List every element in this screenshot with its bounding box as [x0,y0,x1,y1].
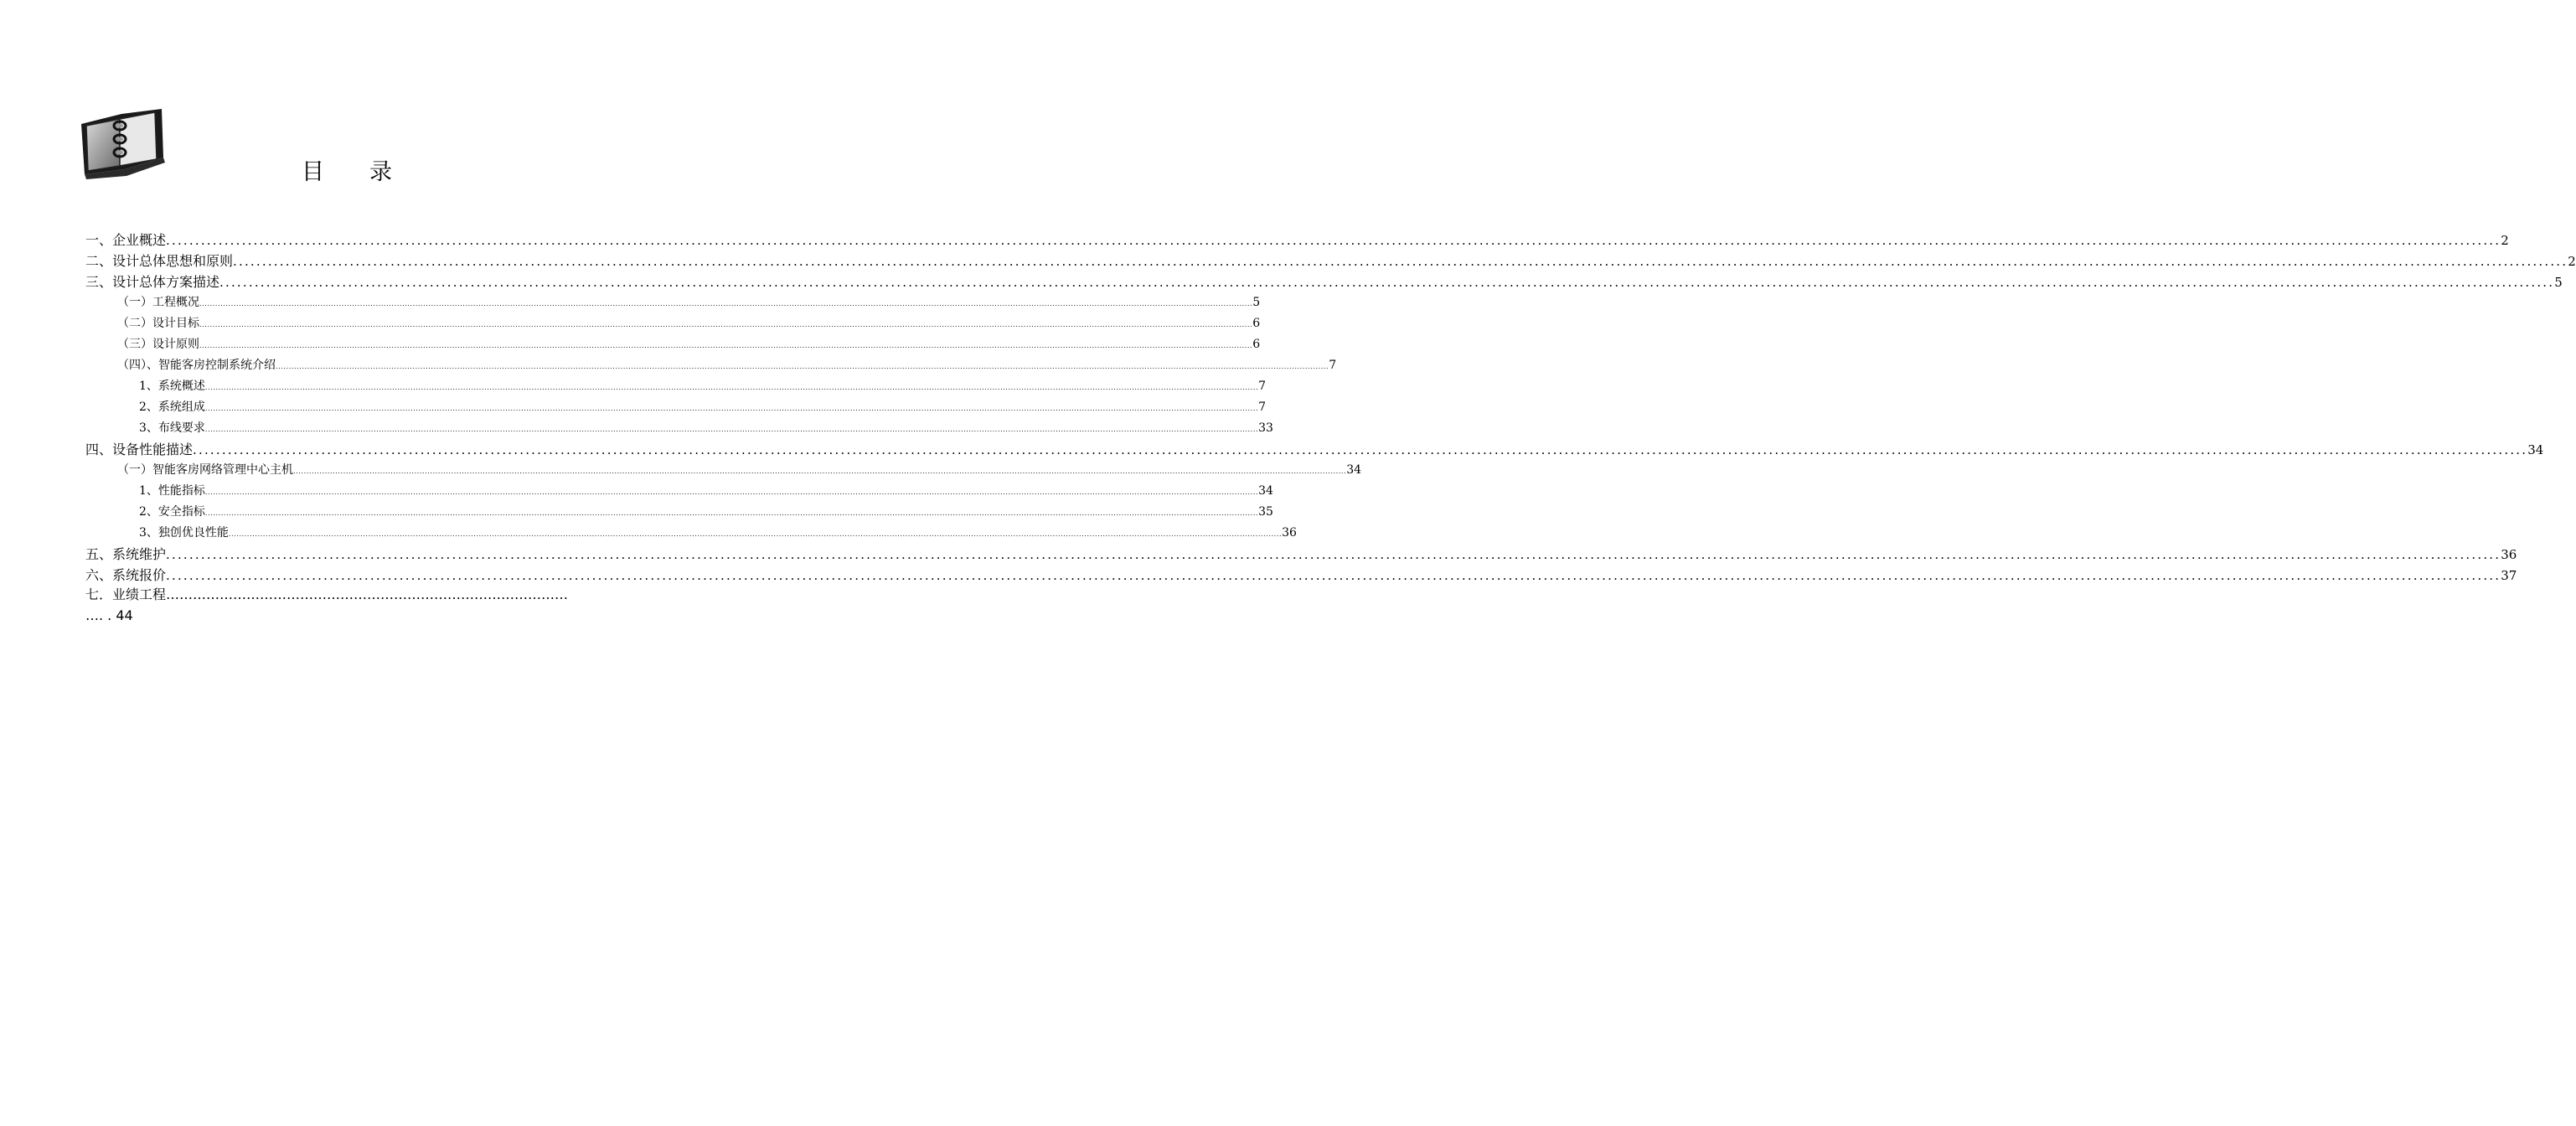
toc-entry-label: （三）设计原则 [117,338,199,351]
toc-entry-label: 1、系统概述 [139,380,205,393]
toc-entry-label: 1、性能指标 [139,484,205,498]
toc-entry[interactable] [85,230,2509,251]
toc-entry[interactable] [85,355,1337,376]
toc-leader: ................................................................................................................................................................................................................................................................................................................................................................................................................ [166,568,2501,583]
toc-entry-page: 7 [1258,400,1267,414]
toc-entry-label: （二）设计目标 [117,317,199,330]
toc-entry-page: 36 [1282,526,1297,540]
toc-entry-page: …. . 44 [85,607,133,623]
toc-leader: ................................................................................................................................................................................................................................................................................................................................................................................................................ [199,342,1253,349]
toc-entry[interactable] [85,418,1273,439]
toc-entry-page: 33 [1258,421,1273,435]
toc-leader: ................................................................................................................................................................................................................................................................................................................................................................................................................ [204,384,1259,391]
notebook-icon [78,106,167,179]
toc-entry-page: 34 [1258,484,1273,498]
toc-entry-page: 5 [2554,275,2563,290]
toc-entry-continuation [85,607,722,628]
toc-leader: ................................................................................................................................................................................................................................................................................................................................................................................................................ [166,547,2501,562]
toc-entry[interactable] [85,292,1261,313]
page-title: 目 录 [302,159,392,185]
toc-entry[interactable] [85,439,2544,460]
toc-entry-last[interactable] [85,586,722,607]
toc-leader: ................................................................................................................................................................................................................................................................................................................................................................................................................ [199,300,1253,307]
toc-entry-page: 7 [1329,359,1337,372]
toc-entry-label: （一）工程概况 [117,296,199,309]
toc-leader: ................................................................................................................................................................................................................................................................................................................................................................................................................ [204,509,1259,517]
toc-entry-page: 36 [2501,547,2517,562]
toc-leader: ................................................................................................................................................................................................................................................................................................................................................................................................................ [204,426,1259,433]
toc-leader: ................................................................................................................................................................................................................................................................................................................................................................................................................ [199,321,1253,328]
toc-entry[interactable] [85,460,1362,481]
toc-leader: ................................................................................................................................................................................................................................................................................................................................................................................................................ [193,442,2528,457]
toc-leader: ................................................................................................................................................................................................................................................................................................................................................................................................................ [166,233,2501,248]
toc-entry-page: 7 [1258,380,1267,393]
toc-leader: ................................................................................................................................................................................................................................................................................................................................................................................................................ [233,254,2568,269]
toc-entry-label: 2、系统组成 [139,400,205,414]
toc-entry-label: 二、设计总体思想和原则 [85,253,234,269]
toc-entry-page: 35 [1258,505,1273,519]
toc-leader: ................................................................................................................................................................................................................................................................................................................................................................................................................ [293,467,1347,475]
toc-entry-label: 六、系统报价 [85,567,167,583]
toc-leader: ……………………………………………………………………………… [166,586,569,602]
table-of-contents [85,230,2576,628]
toc-entry-label: （一）智能客房网络管理中心主机 [117,463,293,477]
toc-entry-page: 34 [1346,463,1362,477]
toc-entry-page: 2 [2501,233,2509,248]
toc-leader: ................................................................................................................................................................................................................................................................................................................................................................................................................ [204,405,1259,412]
toc-entry-label: 3、独创优良性能 [139,526,229,540]
toc-entry-page: 2 [2568,254,2576,269]
toc-entry[interactable] [85,502,1273,523]
toc-leader: ................................................................................................................................................................................................................................................................................................................................................................................................................ [228,530,1283,538]
toc-entry[interactable] [85,523,1297,544]
toc-entry-label: 一、企业概述 [85,232,167,248]
toc-entry[interactable] [85,251,2576,271]
toc-entry-label: （四）、智能客房控制系统介绍 [117,359,276,372]
toc-entry-label: 2、安全指标 [139,505,205,519]
toc-entry-label: 七．业绩工程 [85,586,167,602]
toc-entry-page: 6 [1252,317,1261,330]
toc-entry[interactable] [85,565,2517,586]
toc-entry-page: 5 [1252,296,1261,309]
toc-entry-page: 37 [2501,568,2517,583]
toc-leader: ................................................................................................................................................................................................................................................................................................................................................................................................................ [276,363,1329,370]
toc-entry-label: 四、设备性能描述 [85,442,194,457]
toc-entry[interactable] [85,397,1267,418]
toc-entry-label: 五、系统维护 [85,546,167,562]
toc-entry[interactable] [85,376,1267,397]
toc-entry-label: 三、设计总体方案描述 [85,274,220,290]
toc-leader: ................................................................................................................................................................................................................................................................................................................................................................................................................ [219,275,2555,290]
toc-entry[interactable] [85,544,2517,565]
toc-entry[interactable] [85,313,1261,334]
toc-entry[interactable] [85,481,1273,502]
toc-entry-page: 34 [2527,442,2544,457]
toc-entry[interactable] [85,271,2563,292]
toc-leader: ................................................................................................................................................................................................................................................................................................................................................................................................................ [204,488,1259,496]
toc-entry-label: 3、布线要求 [139,421,205,435]
toc-entry-page: 6 [1252,338,1261,351]
toc-entry[interactable] [85,334,1261,355]
